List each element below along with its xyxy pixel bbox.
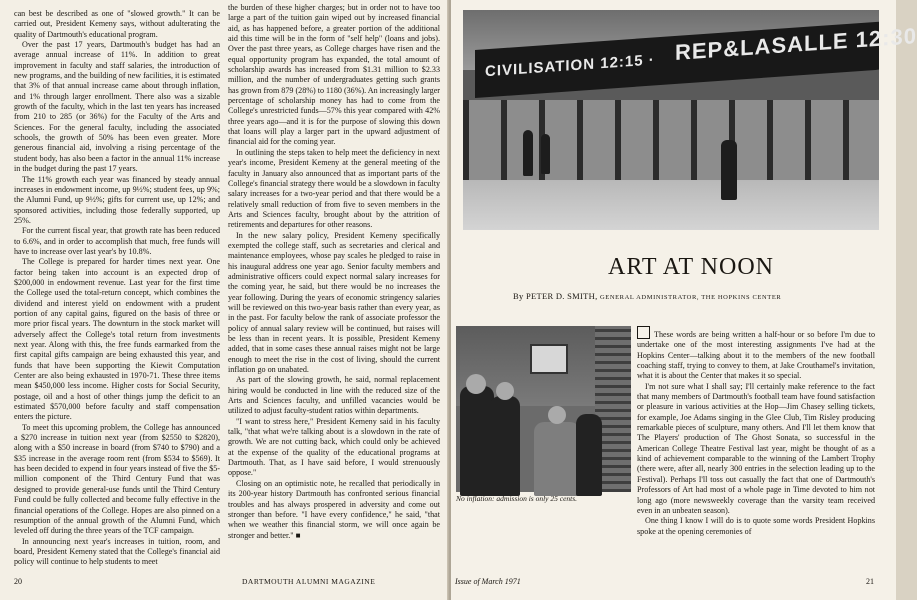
left-page [0,0,449,600]
person-head [548,406,566,424]
person-head [466,374,486,394]
magazine-name: DARTMOUTH ALUMNI MAGAZINE [242,577,376,586]
paragraph: "I want to stress here," President Kemeny said in his faculty talk, "that what we're talking about is a slowdown in the rate of growth. We are not cutting back, which could only be achieved at the expense of the quality of the educational programs at Dartmouth. That, as I have said before, I would strenuously oppose." [228,416,440,478]
plaza [463,180,879,230]
paragraph: The College is prepared for harder times next year. One factor being taken into account is an expected drop of $200,000 in endowment revenue. Last year for the first time the College used the total-return concept, which combines the dividend and interest yield on endowment with a prudent portion of any capital gains, figured on the basis of three or more prior fiscal years. The downturn in the stock market will adversely affect the College's total return from investments next year. Along with this, the free funds earmarked from the first capital gifts campaign are being exhausted this year, and funds that have been supporting the Kiewit Computation Center are also being exhausted in 1970-71. These three items mean $450,000 less income. Higher costs for Social Security, postage, oil and a host of other things jump the deficit to an estimated $570,000 before faculty and staff compensation enters the picture. [14,257,220,422]
paragraph: I'm not sure what I shall say; I'll certainly make reference to the fact that many members of Dartmouth's football team have found satisfaction or pleasure in various activities at the Hop—Jim Chasey selling tickets, for example, Joe Adams singing in the Glee Club, Tim Risley producing remarkable pieces of sculpture, many others. And I'll let them know that The Players' production of The Ghost Sonata, so successful in the American College Theatre Festival last year, might be thought of as a kind of achievement comparable to the winning of the Lambert Trophy (there were, after all, nearly 300 entries in the selection leading up to the Festival). Perhaps I'll toss out casually the fact that one of Dartmouth's Professors of Art had most of a whole page in Time devoted to him not long ago (more newsweekly coverage than the varsity team received even in an unbeaten season). [637,381,875,515]
person-figure [576,414,602,496]
paragraph: To meet this upcoming problem, the College has announced a $270 increase in tuition next year (from $2550 to $2820), along with a $50 increase in board (from $740 to $790) and a $35 increase in the average room rent (from $534 to $569). It has been decided to expend in four years instead of five the $5-million component of the Third Century Fund that was designed to provide general-use funds until the Third Century Fund could be fully collected and become fully effective in the financial operations of the College. Hopes are also pinned on a resumption of the annual growth of the Alumni Fund, which leveled off during the three years of the TCF campaign. [14,422,220,536]
wall-poster [530,344,568,374]
byline [513,291,893,301]
paragraph [637,326,875,382]
marquee-text-left: CIVILISATION 12:15 · [485,51,655,81]
paragraph: the burden of these higher charges; but in order not to have too large a part of the tuition gain wiped out by increased financial aid, as has happened before, a greater portion of the additional aid this time will be in the form of "self help" (loans and jobs). Over the past three years, as College charges have risen and the equal opportunity program has expanded, the total amount of scholarship awards has increased from $1.31 million to $2.33 million, and the number of undergraduates getting such grants has grown from 879 (28%) to 1180 (36%). An increasingly larger percentage of scholarship money has had to come from the College's unrestricted funds—57% this year compared with 42% three years ago—and it is for the purpose of slowing this down that loans will play a larger part in the upward adjustment of financial aid for the coming year. [228,3,440,147]
left-column-2 [228,3,440,563]
byline-author: By PETER D. SMITH, [513,291,598,301]
paragraph: Over the past 17 years, Dartmouth's budget has had an average annual increase of 11%. In addition to great improvement in faculty and staff salaries, the introduction of new programs, and the building of new facilities, it is estimated that 3% of that annual increase came about through inflation, and 1% through larger enrollment. There also was a sizable growth of the faculty, which in the last ten years has increased from 210 to 285 (or 36%) for the Faculty of the Arts and Sciences. For the general faculty, including the associated schools, the growth of 50% has been even greater. More generous financial aid, involving a rising percentage of the student body, has also been a factor in the annual 11% increase in the budget during the past 17 years. [14,40,220,174]
paragraph: can best be described as one of "slowed growth." It can be carried out, President Kemeny says, without adulterating the quality of Dartmouth's educational program. [14,9,220,39]
left-column-1 [14,9,220,567]
photo-caption: No inflation: admission is only 25 cents. [456,494,578,503]
paragraph: For the current fiscal year, that growth rate has been reduced to 6.6%, and in order to accomplish that much, free funds will have to increase over last year's by 10.8%. [14,226,220,256]
article-title: ART AT NOON [607,254,775,280]
byline-role: GENERAL ADMINISTRATOR, THE HOPKINS CENTER [599,294,782,301]
paragraph: As part of the slowing growth, he said, normal replacement hiring would be conducted in line with the reduced size of the Arts and Sciences faculty, and unfilled vacancies would be utilized to adjust faculty-student ratios within departments. [228,375,440,416]
marquee-text-right: REP&LASALLE 12:30 [675,23,917,66]
paragraph: One thing I know I will do is to quote some words President Hopkins spoke at the opening ceremonies of [637,516,875,536]
paragraph-text: These words are being written a half-hour or so before I'm due to undertake one of the most interesting assignments I've had at the Hopkins Center—talking about it to the members of the new football coaching staff, trying to convey to them, at Jake Crouthamel's invitation, what it is about the Center that makes it so special. [637,330,875,381]
page-number-left: 20 [14,577,22,586]
person-head [496,382,514,400]
hopkins-center-photo [463,10,917,230]
article-body [637,326,875,564]
pedestrian-figure [541,134,550,174]
issue-line: Issue of March 1971 [455,577,521,586]
person-figure [460,386,494,496]
pedestrian-figure [523,130,533,176]
person-figure [490,396,520,496]
right-page [451,0,917,600]
paragraph: In the new salary policy, President Kemeny specifically exempted the college staff, such as secretaries and clerical and maintenance employees, whose pay scales he pledged to raise in his inaugural address one year ago. Senior faculty members and administrative officers could expect normal salary increases for the coming year, he said, but there would be no increases the year following. During the years of economic stringency salaries will be reviewed on this two-year basis rather than every year, as in the past. For faculty below the rank of associate professor the policy of annual salary review will be continued, but raises will be less than in recent years. It is possible, President Kemeny added, that in some cases these annual raises might not be large enough to meet the rise in the cost of living, should the current inflation go on unabated. [228,230,440,375]
paragraph: In announcing next year's increases in tuition, room, and board, President Kemeny stated that the College's financial aid policy will continue to help students to meet [14,536,220,567]
drop-box [637,326,650,339]
paragraph: In outlining the steps taken to help meet the deficiency in next year's income, President Kemeny at the general meeting of the faculty in January also announced that as important parts of the College's financial strategy there would be a slowdown in faculty salary increases for a two-year period and that there would be a relatively small reduction of from five to seven members in the Arts and Sciences faculty, brought about by the attrition of retirements and departures for other reasons. [228,147,440,230]
page-number-right: 21 [866,577,874,586]
paragraph: The 11% growth each year was financed by steady annual increases in endowment income, up 9½%; student fees, up 9%; the Alumni Fund, up 9½%; gifts for current use, up 12%; and sponsored activities, including those federally supported, up 25%. [14,174,220,225]
paragraph: Closing on an optimistic note, he recalled that periodically in its 200-year history Dartmouth has confronted serious financial troubles and has always prospered in adversity and come out stronger than before. "I have every confidence," he said, "that when we weather this financial storm, we will once again be stronger and better." ■ [228,478,440,540]
pedestrian-figure [721,140,737,200]
ticket-window-photo [456,326,631,492]
person-figure [534,422,580,496]
